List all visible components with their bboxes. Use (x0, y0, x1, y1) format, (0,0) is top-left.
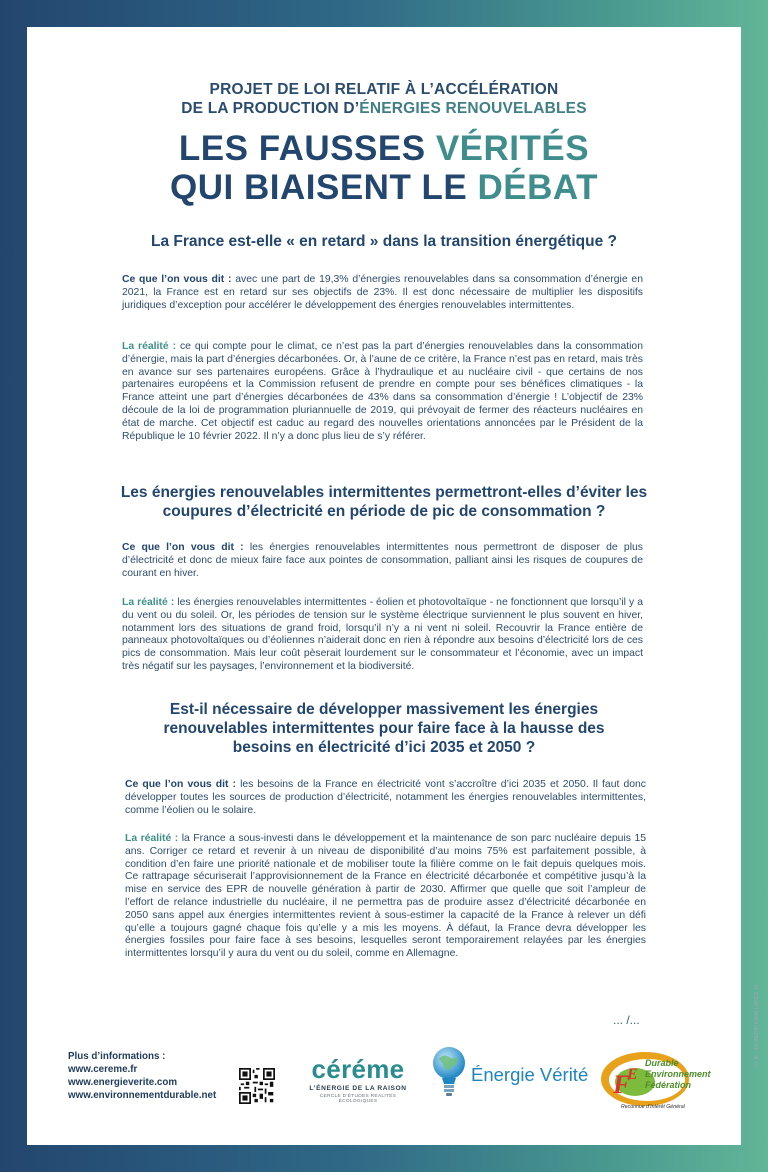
info-title: Plus d’informations : (68, 1051, 166, 1062)
cereme-tagline: L’ÉNERGIE DE LA RAISON (309, 1085, 407, 1092)
energie-verite-name: Énergie Vérité (471, 1064, 589, 1085)
question-3: Est-il nécessaire de développer massivement les énergies renouvelables intermittentes pour faire face à la hausse des besoins en électricité d’ici 2035 et 2050 ? (163, 701, 605, 756)
said-label-2: Ce que l’on vous dit : (122, 542, 244, 553)
said-text-1: avec une part de 19,3% d’énergies renouvelables dans sa consommation d’énergie en 2021, la France est en retard sur ses objectifs de 23%. Il est donc nécessaire de multiplier les dispositifs juridiques d’exception pour accélérer le développement des énergies renouvelables intermittentes. (122, 274, 643, 311)
fed-line-3: Fédération (645, 1080, 692, 1090)
lightbulb-globe-icon (431, 1045, 467, 1101)
title-line-2 (27, 168, 741, 207)
kicker-line-2-b: ÉNERGIES RENOUVELABLES (359, 100, 587, 117)
reality-text-2: les énergies renouvelables intermittentes - éolien et photovoltaïque - ne fonctionnent que lorsqu’il y a du vent ou du soleil. Or, les périodes de tension sur le système électrique surviennent le plus souvent en hiver, notamment lors des situations de grand froid, lorsqu’il n’y a ni vent ni soleil. Recouvrir la France entière de panneaux photovoltaïques ou d’éoliennes n’aiderait donc en rien à répondre aux besoins d’électricité lors de ces pics de consommation. Mais leur coût pèserait lourdement sur le consommateur et l’économie, avec un impact très négatif sur les paysages, l’environnement et la biodiversité. (122, 597, 643, 672)
more-info (68, 1050, 216, 1102)
cereme-logo (305, 1055, 411, 1104)
qr-code-icon[interactable] (239, 1068, 275, 1104)
main-title (27, 129, 741, 207)
bill-kicker (27, 80, 741, 118)
title-line-2-b: DÉBAT (477, 168, 598, 207)
reality-1 (122, 341, 643, 443)
question-1: La France est-elle « en retard » dans la transition énergétique ? (150, 233, 617, 250)
continued-marker: ... /... (613, 1013, 640, 1027)
said-2 (122, 542, 643, 580)
reality-label-3: La réalité : (125, 833, 179, 844)
said-text-2: les énergies renouvelables intermittentes nous permettront de disposer de plus d’électricité et donc de mieux faire face aux pointes de consommation, palliant ainsi les risques de coupures de courant en hiver. (122, 542, 643, 579)
link-environnementdurable[interactable]: www.environnementdurable.net (68, 1090, 217, 1101)
said-label-1: Ce que l’on vous dit : (122, 274, 232, 285)
question-2: Les énergies renouvelables intermittentes permettront-elles d’éviter les coupures d’électricité en période de pic de consommation ? (120, 484, 648, 520)
said-label-3: Ce que l’on vous dit : (125, 779, 236, 790)
fed-line-1: Durable (645, 1058, 679, 1068)
said-1 (122, 274, 643, 312)
fed-line-2: Environnement (645, 1069, 711, 1079)
fed-tagline: Reconnue d’Intérêt Général (621, 1104, 685, 1110)
poster-sheet (27, 27, 760, 1145)
said-text-3: les besoins de la France en électricité vont s’accroître d’ici 2035 et 2050. Il faut donc développer toutes les sources de production d’électricité, notamment les énergies renouvelables intermittentes, comme l’éolien ou le solaire. (125, 779, 646, 816)
link-cereme[interactable]: www.cereme.fr (68, 1064, 138, 1075)
said-3 (125, 779, 646, 817)
fed-logo (599, 1049, 719, 1133)
reality-2 (122, 597, 643, 674)
reality-3 (125, 833, 646, 961)
kicker-line-2-a: DE LA PRODUCTION D’ (181, 100, 360, 117)
svg-text:E: E (627, 1066, 638, 1083)
link-energieverite[interactable]: www.energieverite.com (68, 1077, 178, 1088)
title-line-1-a: LES FAUSSES (178, 129, 436, 168)
kicker-line-2 (27, 99, 741, 118)
reality-label-2: La réalité : (122, 597, 175, 608)
reality-text-3: la France a sous-investi dans le développement et la maintenance de son parc nucléaire depuis 15 ans. Corriger ce retard et revenir à un niveau de disponibilité d’au moins 75% est parfaitement possible, à condition d’en faire une priorité nationale et de mobiliser toute la filière comme on le fait depuis quelques mois. Ce rattrapage sécuriserait l’approvisionnement de la France en électricité décarbonée et compétitive jusqu’à la mise en service des EPR de nouvelle génération à partir de 2030. Affirmer que quelle que soit l’ampleur de l’effort de relance industrielle du nucléaire, il ne permettra pas de produire assez d’électricité décarbonée en 2050 sans appel aux énergies intermittentes revient à sous-estimer la capacité de la France à relever un défi qu’elle a toujours gagné chaque fois qu’elle y a mis les moyens. À défaut, la France devra développer les énergies fossiles pour faire face à ses besoins, lesquelles seront temporairement relayées par les énergies intermittentes lorsqu’il y aura du vent ou du soleil, comme en Allemagne. (125, 833, 646, 960)
kicker-line-1: PROJET DE LOI RELATIF À L’ACCÉLÉRATION (209, 81, 559, 98)
title-line-2-a: QUI BIAISENT LE (170, 168, 478, 207)
svg-text:F: F (613, 1070, 631, 1099)
reality-text-1: ce qui compte pour le climat, ce n’est pas la part d’énergies renouvelables dans la consommation d’énergie, mais la part d’énergies décarbonées. Or, à l’aune de ce critère, la France n’est pas en retard, mais très en avance sur ses partenaires européens. Grâce à l’hydraulique et au nucléaire civil - que certains de nos partenaires européens et la Commission refusent de prendre en compte pour ses bénéfices climatiques - la France atteint une part d’énergies décarbonées de 43% dans sa consommation d’énergie ! L’objectif de 23% découle de la loi de programmation pluriannuelle de 2019, qui prévoyait de fermer des réacteurs nucléaires en état de marche. Cet objectif est caduc au regard des nouvelles orientations annoncées par le Président de la République le 10 février 2022. Il n’y a donc plus lieu de s’y référer. (122, 341, 643, 442)
side-credit: CLJK - 34LIBERATIONALLIANCE 19 (754, 984, 760, 1067)
reality-label-1: La réalité : (122, 341, 177, 352)
title-line-1-b: VÉRITÉS (435, 129, 590, 168)
cereme-subtitle: CERCLE D’ÉTUDES RÉALITÉS ÉCOLOGIQUES (319, 1094, 397, 1104)
cereme-name: céréme (311, 1054, 405, 1084)
title-line-1 (27, 129, 741, 168)
